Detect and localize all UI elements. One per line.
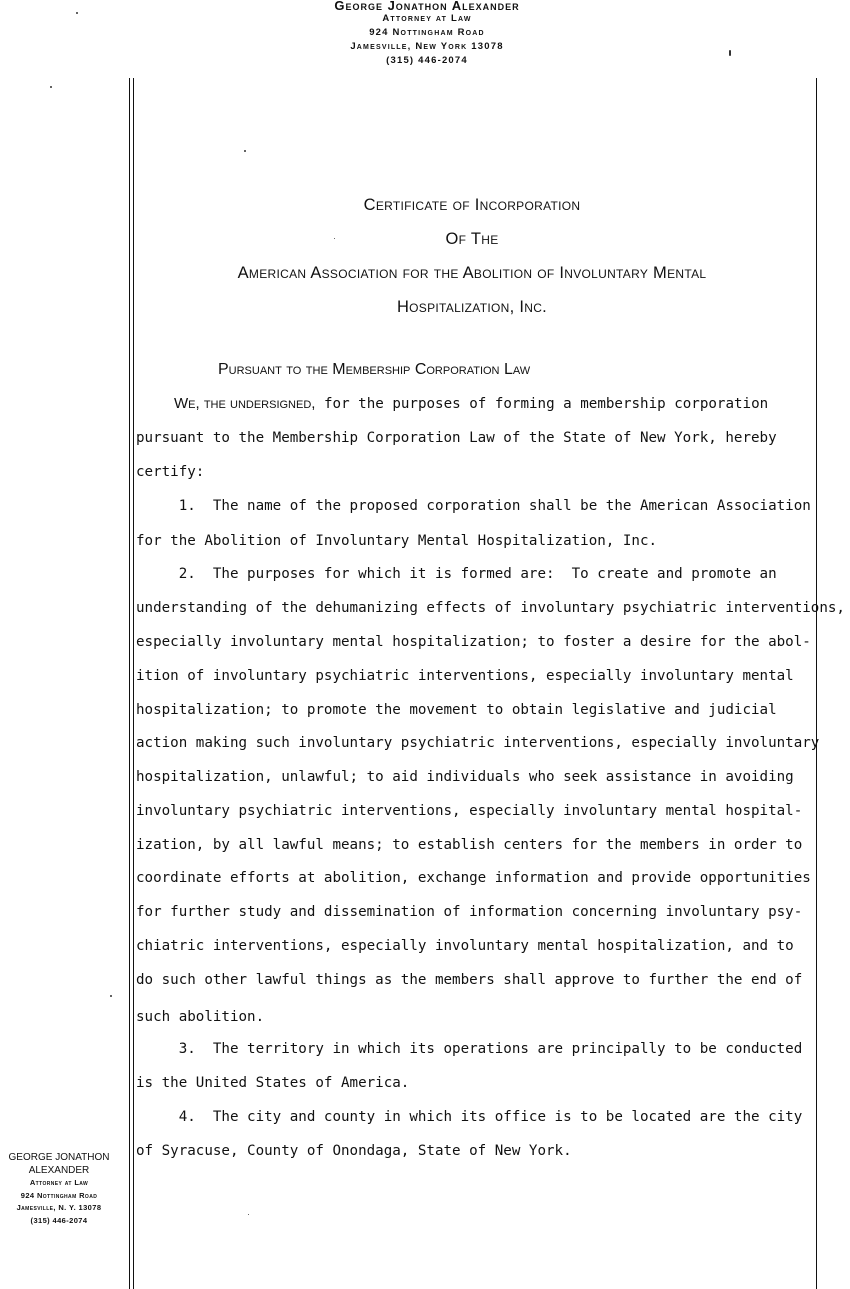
side-card-phone: (315) 446-2074: [30, 1215, 88, 1225]
body-line: action making such involuntary psychiatric interventions, especially involuntary: [136, 735, 820, 751]
body-line: for the Abolition of Involuntary Mental Hospitalization, Inc.: [136, 533, 658, 549]
document-title-line-1: Certificate of Incorporation: [363, 196, 581, 214]
lead-in: We, the undersigned,: [174, 395, 316, 412]
side-card-city: Jamesville, N. Y. 13078: [16, 1203, 102, 1212]
body-line: is the United States of America.: [136, 1075, 410, 1091]
document-title-line-3: American Association for the Abolition of Involuntary Mental: [237, 264, 707, 282]
body-line: ization, by all lawful means; to establish centers for the members in order to: [136, 837, 803, 853]
scan-speck: [248, 1214, 249, 1215]
body-line: ition of involuntary psychiatric interventions, especially involuntary mental: [136, 668, 794, 684]
body-line: hospitalization; to promote the movement to obtain legislative and judicial: [136, 702, 777, 718]
document-title-line-4: Hospitalization, Inc.: [396, 298, 548, 316]
body-line: [174, 395, 768, 413]
side-card-street: 924 Nottingham Road: [20, 1190, 98, 1200]
body-line: certify:: [136, 464, 205, 480]
document-title-line-2: Of The: [445, 230, 499, 248]
side-address-card: [0, 1152, 118, 1227]
body-line: 2. The purposes for which it is formed are: To create and promote an: [136, 566, 777, 582]
body-line: 4. The city and county in which its office is to be located are the city: [136, 1109, 803, 1125]
left-margin-rule-outer: [129, 78, 130, 1289]
scan-mark: [729, 50, 731, 56]
left-margin-rule-inner: [133, 78, 134, 1289]
scan-speck: [334, 238, 335, 239]
letterhead-phone: (315) 446-2074: [386, 55, 468, 66]
body-line: such abolition.: [136, 1009, 265, 1025]
body-line: pursuant to the Membership Corporation Law of the State of New York, hereby: [136, 430, 777, 446]
side-card-name-line2: ALEXANDER: [28, 1164, 90, 1176]
body-line: chiatric interventions, especially involuntary mental hospitalization, and to: [136, 938, 794, 954]
letterhead-street: 924 Nottingham Road: [369, 27, 485, 38]
body-line: 1. The name of the proposed corporation shall be the American Association: [136, 498, 811, 514]
body-line: of Syracuse, County of Onondaga, State of New York.: [136, 1143, 572, 1159]
body-line: involuntary psychiatric interventions, especially involuntary mental hospital-: [136, 803, 803, 819]
body-line: hospitalization, unlawful; to aid individuals who seek assistance in avoiding: [136, 769, 794, 785]
document-subheading: Pursuant to the Membership Corporation Law: [218, 361, 531, 378]
side-card-name-line1: GEORGE JONATHON: [8, 1152, 110, 1163]
scan-speck: [50, 86, 52, 88]
body-line-text: for the purposes of forming a membership corporation: [315, 396, 769, 412]
body-line: understanding of the dehumanizing effects of involuntary psychiatric interventions,: [136, 600, 845, 616]
side-card-title: Attorney at Law: [29, 1178, 89, 1187]
letterhead: [222, 0, 632, 68]
letterhead-city: Jamesville, New York 13078: [350, 41, 504, 52]
scan-speck: [244, 150, 246, 152]
body-line: for further study and dissemination of information concerning involuntary psy-: [136, 904, 803, 920]
scan-speck: [76, 12, 78, 14]
body-line: do such other lawful things as the members shall approve to further the end of: [136, 972, 803, 988]
letterhead-title: Attorney at Law: [382, 13, 472, 24]
scan-speck: [110, 995, 112, 997]
body-line: especially involuntary mental hospitalization; to foster a desire for the abol-: [136, 634, 811, 650]
body-line: coordinate efforts at abolition, exchange information and provide opportunities: [136, 870, 811, 886]
letterhead-name: George Jonathon Alexander: [334, 0, 520, 13]
body-line: 3. The territory in which its operations are principally to be conducted: [136, 1041, 803, 1057]
right-margin-rule: [816, 78, 817, 1289]
